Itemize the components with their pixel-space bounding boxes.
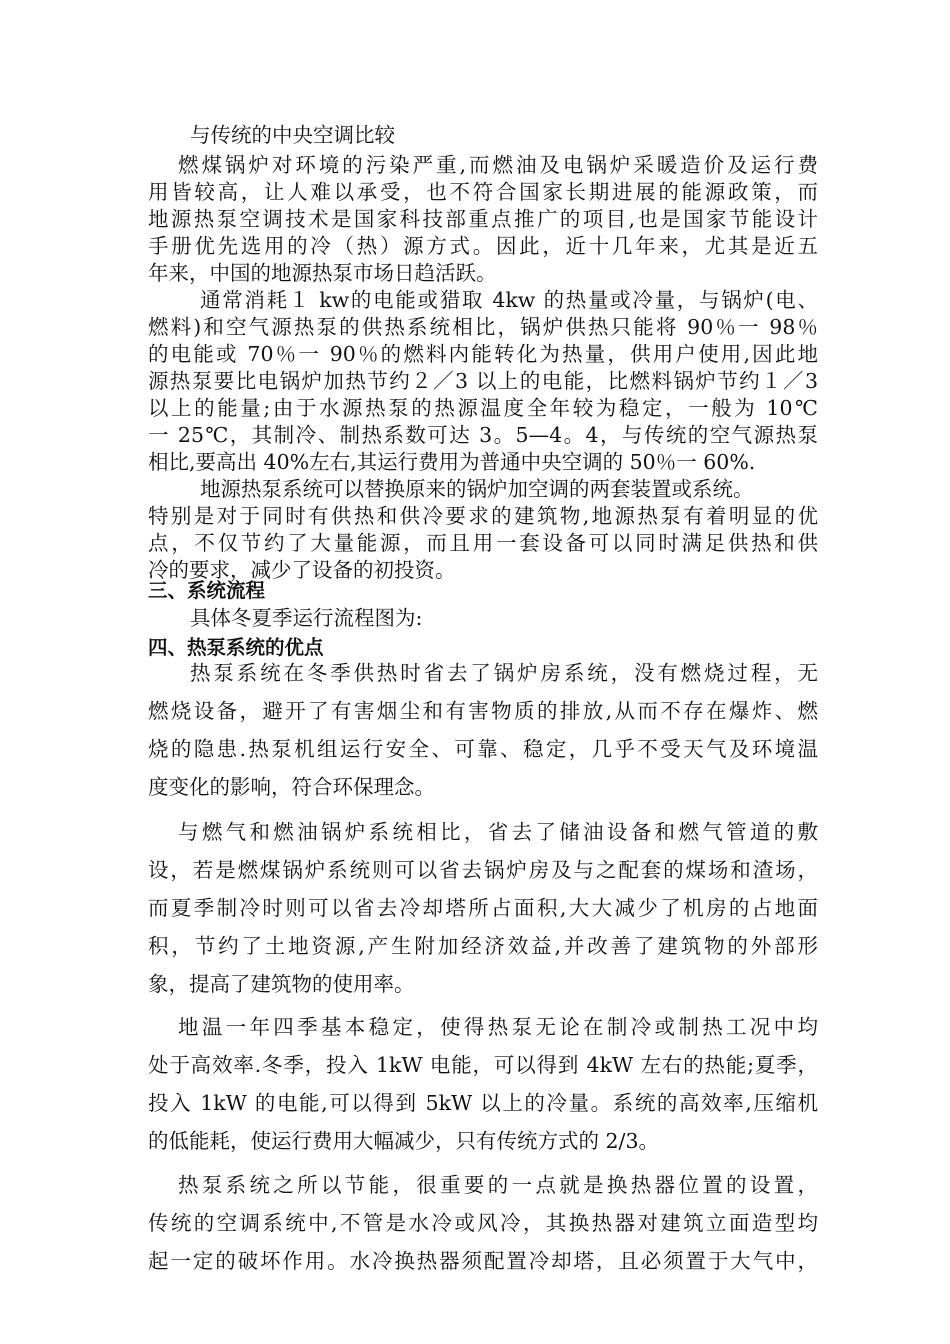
paragraph-line: 的低能耗，使运行费用大幅减少，只有传统方式的 2/3。 (148, 1129, 660, 1153)
paragraph-line: 源热泵要比电锅炉加热节约２／3 以上的电能，比燃料锅炉节约１／3 (148, 369, 818, 393)
paragraph-line: 烧的隐患.热泵机组运行安全、可靠、稳定，几乎不受天气及环境温 (148, 737, 818, 761)
paragraph-line: 以上的能量;由于水源热泵的热源温度全年较为稳定，一般为 10℃ (148, 396, 818, 420)
paragraph-line: 特别是对于同时有供热和供冷要求的建筑物,地源热泵有着明显的优 (148, 504, 818, 528)
paragraph-line: 地温一年四季基本稳定，使得热泵无论在制冷或制热工况中均 (178, 1015, 818, 1039)
paragraph-line: 传统的空调系统中,不管是水冷或风冷，其换热器对建筑立面造型均 (148, 1211, 818, 1235)
paragraph-line: 热泵系统之所以节能，很重要的一点就是换热器位置的设置， (178, 1173, 818, 1197)
paragraph-line: 热泵系统在冬季供热时省去了锅炉房系统，没有燃烧过程，无 (190, 661, 818, 685)
section-heading-3: 三、系统流程 (148, 579, 266, 602)
paragraph-line: 冷的要求，减少了设备的初投资。 (148, 558, 456, 582)
paragraph-line: 通常消耗１ kw的电能或猎取 4kw 的热量或冷量，与锅炉(电、 (200, 288, 818, 312)
paragraph-line: 燃煤锅炉对环境的污染严重,而燃油及电锅炉采暖造价及运行费 (178, 153, 818, 177)
paragraph-line: 而夏季制冷时则可以省去冷却塔所占面积,大大减少了机房的占地面 (148, 896, 818, 920)
intro-title: 与传统的中央空调比较 (190, 123, 395, 147)
paragraph-line: 相比,要高出 40%左右,其运行费用为普通中央空调的 50％一 60%. (148, 450, 756, 474)
paragraph-line: 年来，中国的地源热泵市场日趋活跃。 (148, 261, 497, 285)
paragraph-line: 度变化的影响，符合环保理念。 (148, 775, 435, 799)
paragraph-line: 地源热泵系统可以替换原来的锅炉加空调的两套装置或系统。 (200, 477, 754, 501)
paragraph-line: 与燃气和燃油锅炉系统相比，省去了储油设备和燃气管道的敷 (178, 820, 818, 844)
paragraph-line: 燃料)和空气源热泵的供热系统相比，锅炉供热只能将 90％一 98％ (148, 315, 818, 339)
paragraph-line: 的电能或 70％一 90％的燃料内能转化为热量，供用户使用,因此地 (148, 342, 818, 366)
paragraph-line: 设，若是燃煤锅炉系统则可以省去锅炉房及与之配套的煤场和渣场， (148, 858, 818, 882)
paragraph-line: 用皆较高，让人难以承受，也不符合国家长期进展的能源政策，而 (148, 180, 818, 204)
paragraph-line: 点，不仅节约了大量能源，而且用一套设备可以同时满足供热和供 (148, 531, 818, 555)
paragraph-line: 地源热泵空调技术是国家科技部重点推广的项目,也是国家节能设计 (148, 207, 818, 231)
flow-text: 具体冬夏季运行流程图为: (190, 606, 423, 630)
paragraph-line: 起一定的破坏作用。水冷换热器须配置冷却塔，且必须置于大气中， (148, 1249, 818, 1273)
paragraph-line: 燃烧设备，避开了有害烟尘和有害物质的排放,从而不存在爆炸、燃 (148, 699, 818, 723)
paragraph-line: 投入 1kW 的电能,可以得到 5kW 以上的冷量。系统的高效率,压缩机 (148, 1091, 818, 1115)
paragraph-line: 积，节约了土地资源,产生附加经济效益,并改善了建筑物的外部形 (148, 934, 818, 958)
paragraph-line: 手册优先选用的冷（热）源方式。因此，近十几年来，尤其是近五 (148, 234, 818, 258)
section-heading-4: 四、热泵系统的优点 (148, 636, 324, 659)
paragraph-line: 处于高效率.冬季，投入 1kW 电能，可以得到 4kW 左右的热能;夏季， (148, 1053, 818, 1077)
paragraph-line: 象，提高了建筑物的使用率。 (148, 972, 415, 996)
paragraph-line: 一 25℃，其制冷、制热系数可达 3。5—4。4，与传统的空气源热泵 (148, 423, 818, 447)
